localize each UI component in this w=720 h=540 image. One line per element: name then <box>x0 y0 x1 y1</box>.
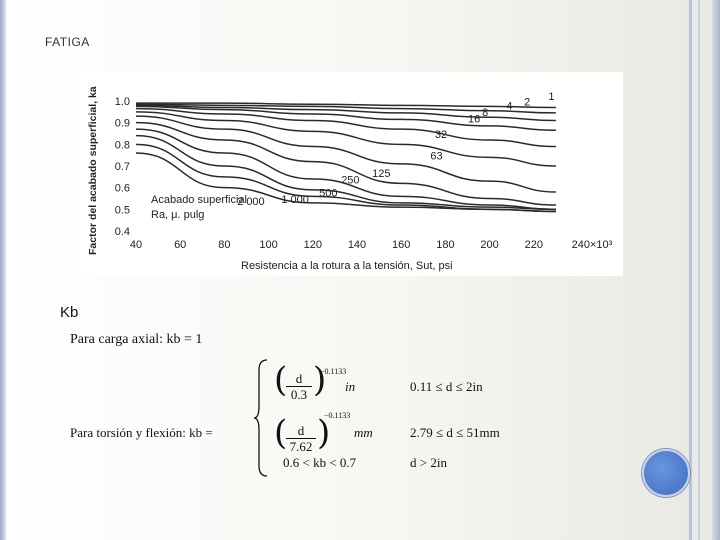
y-tick-label: 0.8 <box>114 139 130 152</box>
axial-load-text: Para carga axial: kb = 1 <box>70 332 203 347</box>
case1-paren-close: ) <box>313 360 327 400</box>
curve-label: 250 <box>341 174 360 187</box>
x-tick-label: 180 <box>436 239 455 251</box>
case2-unit: mm <box>354 425 373 440</box>
y-tick-label: 0.5 <box>114 204 130 217</box>
curve-label: 16 <box>468 113 481 126</box>
case3-expression: 0.6 < kb < 0.7 <box>283 455 357 470</box>
series-line <box>136 112 556 166</box>
y-tick-label: 0.7 <box>114 161 130 173</box>
case3-range: d > 2in <box>410 455 447 470</box>
legend-line-2: Ra, μ. pulg <box>151 209 205 221</box>
curve-label: 2 <box>524 96 531 109</box>
x-tick-label: 220 <box>524 239 543 251</box>
case2-paren-close: ) <box>317 413 331 453</box>
legend-line-1: Acabado superficial <box>151 194 248 206</box>
slide-right-rule <box>689 0 692 540</box>
case1-fraction <box>286 371 312 402</box>
case2-exponent: −0.1133 <box>324 411 351 420</box>
y-tick-label: 0.9 <box>114 117 130 130</box>
x-tick-label: 80 <box>218 239 231 251</box>
curve-label: 4 <box>506 100 513 113</box>
slide-right-border <box>712 0 720 540</box>
cases-brace <box>253 358 269 478</box>
x-axis-label: Resistencia a la rotura a la tensión, Sut, psi <box>241 260 453 272</box>
kb-formula <box>70 330 540 478</box>
curve-label: 2 000 <box>237 196 265 208</box>
surface-finish-chart <box>78 72 623 276</box>
curve-label: 8 <box>482 107 489 120</box>
decorative-blue-circle <box>642 449 690 497</box>
x-tick-label: 100 <box>259 239 278 251</box>
y-tick-label: 1.0 <box>114 96 130 108</box>
case1-denominator: 0.3 <box>290 387 308 402</box>
curve-label: 1 000 <box>281 193 309 206</box>
kb-heading: Kb <box>60 304 79 321</box>
y-tick-label: 0.6 <box>114 182 130 195</box>
x-tick-label: 120 <box>303 239 322 251</box>
curve-label: 32 <box>434 128 448 141</box>
case2-numerator: d <box>286 423 316 439</box>
x-tick-label: 60 <box>174 239 187 251</box>
case1-range: 0.11 ≤ d ≤ 2in <box>410 379 483 394</box>
slide-right-rule-2 <box>698 0 700 540</box>
curve-label: 125 <box>372 167 391 180</box>
x-tick-label: 160 <box>392 239 411 251</box>
case1-paren-open: ( <box>274 360 288 400</box>
curve-label: 63 <box>430 150 443 163</box>
curve-label: 500 <box>319 187 338 200</box>
x-tick-label: 140 <box>347 239 367 251</box>
x-tick-label: 40 <box>129 239 143 251</box>
y-tick-label: 0.4 <box>114 226 130 238</box>
x-tick-label: 240×10³ <box>571 239 613 251</box>
case2-paren-open: ( <box>274 413 288 453</box>
slide-left-border <box>0 0 6 540</box>
case2-fraction <box>286 423 316 454</box>
curve-label: 1 <box>548 90 555 103</box>
case2-denominator: 7.62 <box>289 439 313 454</box>
case1-exponent: −0.1133 <box>320 367 347 376</box>
chart-svg <box>78 72 623 276</box>
torsion-bending-text: Para torsión y flexión: kb = <box>70 425 213 440</box>
case1-numerator: d <box>286 371 312 387</box>
y-axis-label: Factor del acabado superficial, ka <box>87 86 99 255</box>
x-tick-label: 200 <box>480 239 499 251</box>
case1-unit: in <box>345 379 356 394</box>
slide-title: FATIGA <box>45 35 90 49</box>
case2-range: 2.79 ≤ d ≤ 51mm <box>410 425 500 440</box>
